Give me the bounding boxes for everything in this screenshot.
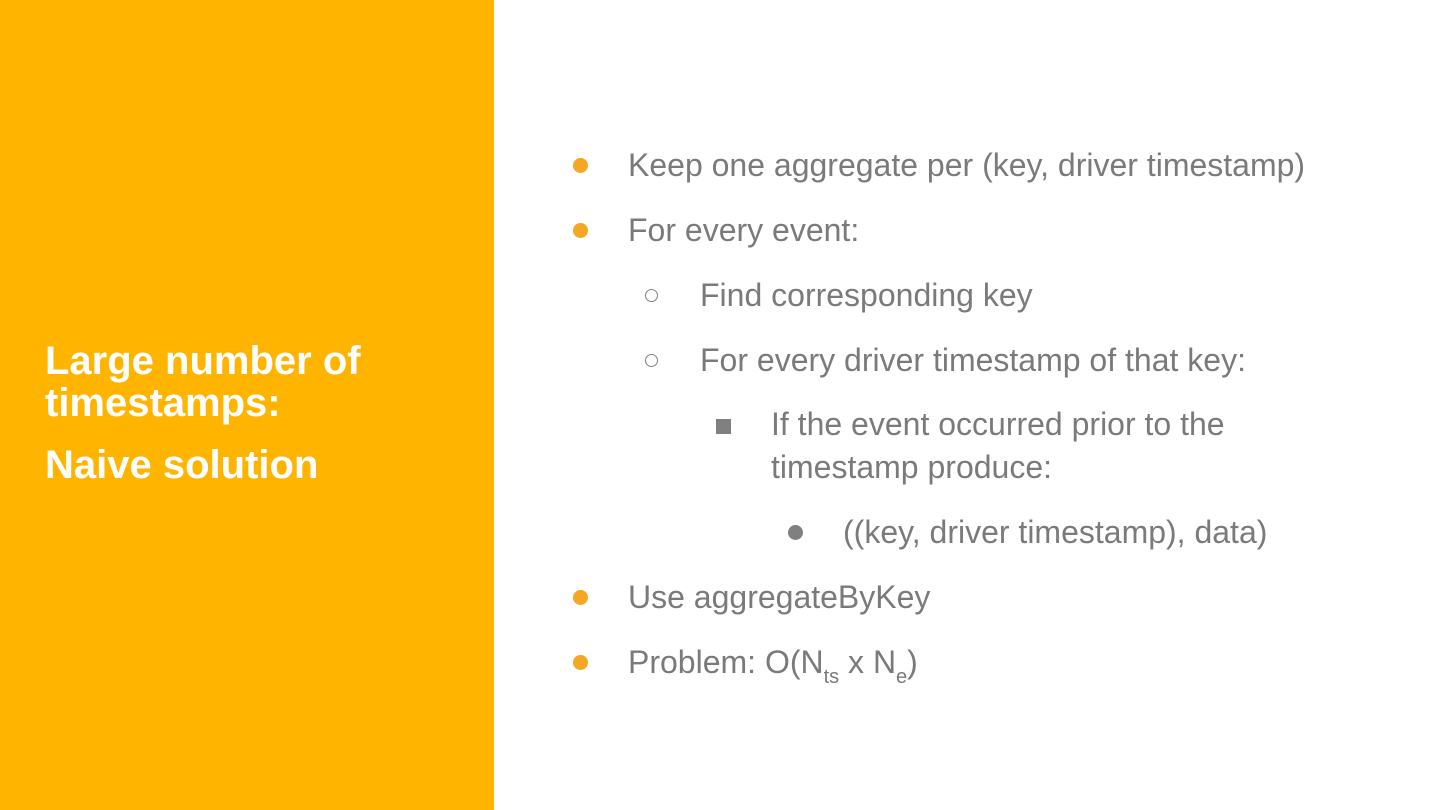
bullet-dot-icon [573,590,588,605]
list-item [628,576,930,619]
problem-middle: x N [839,644,897,680]
list-item [628,144,1305,187]
list-item-text-line-2: timestamp produce: [771,449,1053,485]
title-panel [0,0,494,810]
bullet-dot-icon [573,158,588,173]
problem-prefix: Problem: O(N [628,644,824,680]
slide-title [45,340,465,486]
problem-text [628,644,918,688]
bullet-dot-icon [573,223,588,238]
bullet-dot-icon [573,655,588,670]
list-item [700,339,1246,382]
bullet-dot-icon [788,525,803,540]
bullet-list [494,0,1440,810]
list-item-text: Keep one aggregate per (key, driver timestamp) [628,147,1306,183]
bullet-circle-icon [645,354,658,367]
list-item [700,274,1033,317]
list-item-text: Find corresponding key [700,277,1033,313]
list-item [628,209,859,252]
list-item-text-line-1: If the event occurred prior to the [771,406,1225,442]
list-item-text: For every driver timestamp of that key: [700,342,1246,378]
problem-subscript-ts: ts [823,666,840,688]
list-item-text: For every event: [628,212,860,248]
list-item [628,641,918,688]
list-item-text: ((key, driver timestamp), data) [843,514,1268,550]
list-item [843,511,1267,554]
title-line-1: Large number of timestamps: [45,339,361,425]
bullet-square-icon [716,419,731,434]
problem-subscript-e: e [896,666,908,688]
list-item-text: Use aggregateByKey [628,579,931,615]
bullet-circle-icon [645,289,658,302]
problem-suffix: ) [907,644,918,680]
title-line-2: Naive solution [45,443,319,487]
list-item [771,403,1225,489]
